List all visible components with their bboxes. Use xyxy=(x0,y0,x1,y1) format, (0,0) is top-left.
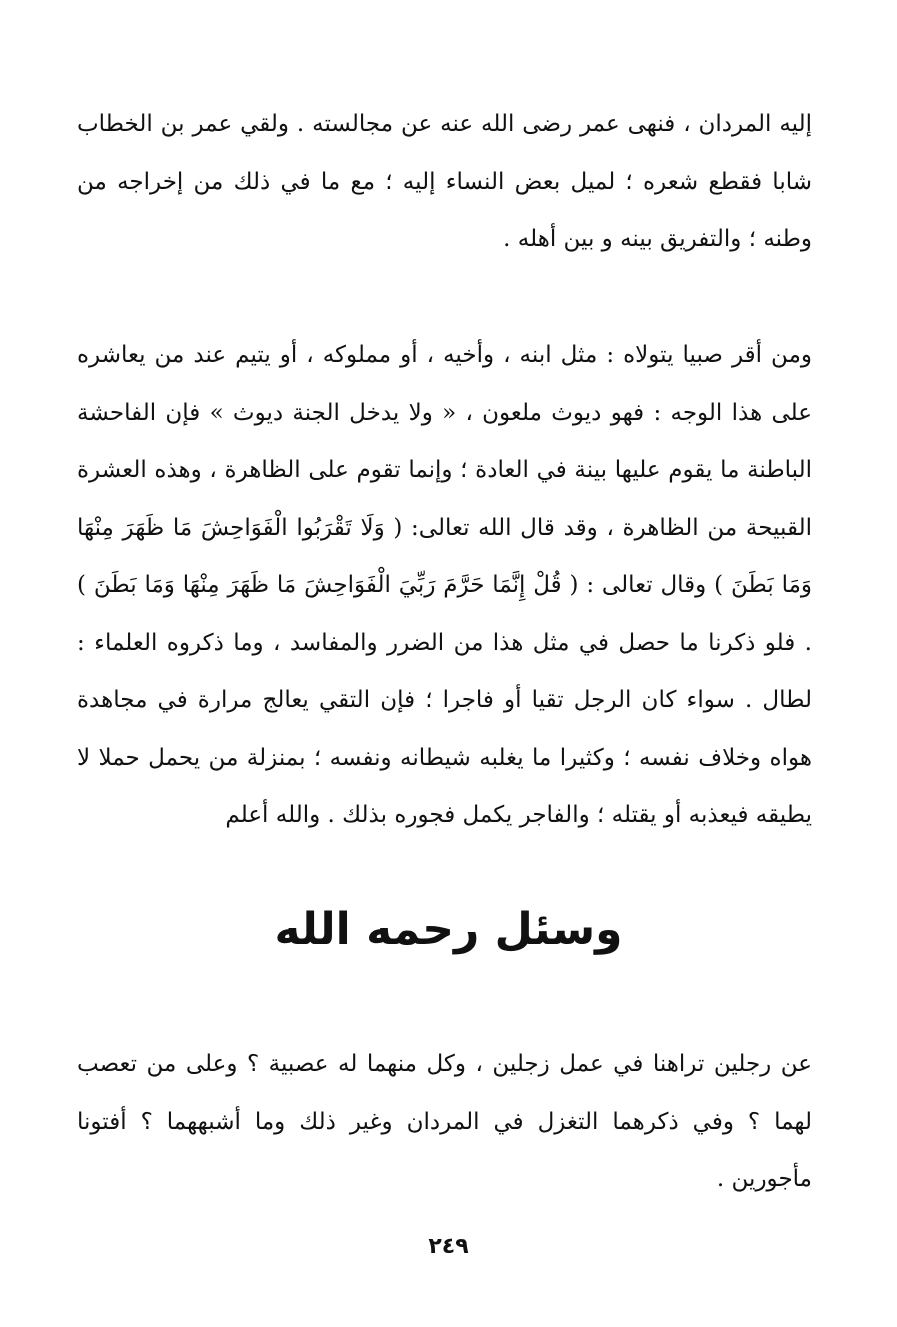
paragraph-question xyxy=(77,1036,812,1209)
paragraph-text: إليه المردان ، فنهى عمر رضى الله عنه عن مجالسته . ولقي عمر بن الخطاب شابا فقطع شعره ؛ لميل بعض النساء إليه ؛ مع ما في ذلك من إخراجه من وطنه ؛ والتفريق بينه و بين أهله . xyxy=(77,111,812,252)
paragraph-continuation xyxy=(77,96,812,269)
section-heading: وسئل رحمه الله xyxy=(274,904,623,955)
paragraph-text: ومن أقر صبيا يتولاه : مثل ابنه ، وأخيه ، أو مملوكه ، أو يتيم عند من يعاشره على هذا الوجه : فهو ديوث ملعون ، « ولا يدخل الجنة ديوث » فإن الفاحشة الباطنة ما يقوم عليها بينة في العادة ؛ وإنما تقوم على الظاهرة ، وهذه العشرة القبيحة من الظاهرة ، وقد قال الله تعالى: ( وَلَا تَقْرَبُوا الْفَوَاحِشَ مَا ظَهَرَ مِنْهَا وَمَا بَطَنَ ) وقال تعالى : ( قُلْ إِنَّمَا حَرَّمَ رَبِّيَ الْفَوَاحِشَ مَا ظَهَرَ مِنْهَا وَمَا بَطَنَ ) . فلو ذكرنا ما حصل في مثل هذا من الضرر والمفاسد ، وما ذكروه العلماء : لطال . سواء كان الرجل تقيا أو فاجرا ؛ فإن التقي يعالج مرارة في مجاهدة هواه وخلاف نفسه ؛ وكثيرا ما يغلبه شيطانه ونفسه ؛ بمنزلة من يحمل حملا لا يطيقه فيعذبه أو يقتله ؛ والفاجر يكمل فجوره بذلك . والله أعلم xyxy=(77,342,812,828)
paragraph-text: عن رجلين تراهنا في عمل زجلين ، وكل منهما له عصبية ؟ وعلى من تعصب لهما ؟ وفي ذكرهما التغزل في المردان وغير ذلك وما أشبههما ؟ أفتونا مأجورين . xyxy=(77,1051,812,1192)
paragraph-fatwa-body xyxy=(77,327,812,845)
page-number: ٢٤٩ xyxy=(428,1234,469,1259)
